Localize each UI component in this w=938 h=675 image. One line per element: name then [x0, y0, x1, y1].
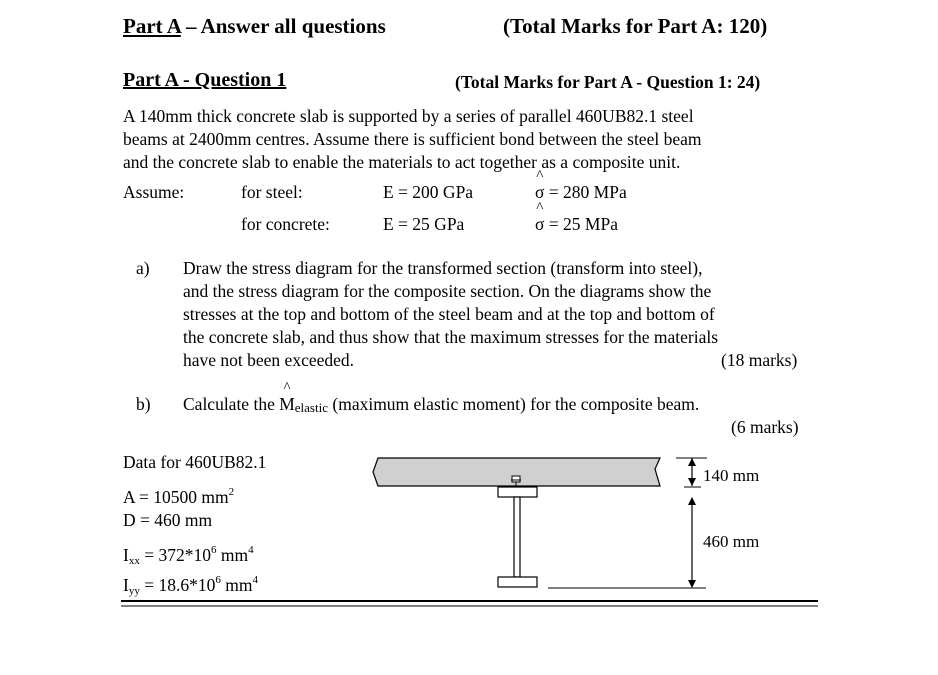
ixx-exponent: 6	[210, 544, 217, 556]
beam-web	[514, 497, 520, 577]
part-a-marks: (18 marks)	[721, 350, 798, 370]
iyy-subscript: yy	[128, 585, 140, 597]
m-hat-symbol: ^ M	[279, 393, 295, 416]
concrete-label: for concrete:	[241, 214, 330, 234]
part-b-text-post: (maximum elastic moment) for the composite beam.	[328, 394, 700, 414]
iyy-unit: mm	[220, 575, 253, 595]
beam-dim-arrow-up	[688, 497, 696, 505]
part-a-line: Draw the stress diagram for the transformed section (transform into steel),	[183, 258, 703, 278]
steel-modulus: E = 200 GPa	[383, 182, 474, 202]
steel-stress-value: = 280 MPa	[544, 182, 627, 202]
part-a-label: a)	[136, 258, 150, 278]
ixx-value: = 372*10	[139, 545, 211, 565]
iyy-value: = 18.6*10	[139, 575, 216, 595]
slab-dim-arrow-down	[688, 478, 696, 486]
iyy-unit-exponent: 4	[252, 574, 258, 586]
beam-dimension-label: 460 mm	[703, 532, 760, 551]
part-a-line: and the stress diagram for the composite section. On the diagrams show the	[183, 281, 712, 301]
intro-line: and the concrete slab to enable the materials to act together as a composite unit.	[123, 152, 681, 172]
iyy-exponent: 6	[215, 574, 221, 586]
part-b-marks: (6 marks)	[731, 417, 799, 437]
ixx-subscript: xx	[128, 555, 140, 567]
beam-top-flange	[498, 487, 537, 497]
ixx-unit: mm	[216, 545, 249, 565]
beam-bottom-flange	[498, 577, 537, 587]
intro-line: beams at 2400mm centres. Assume there is sufficient bond between the steel beam	[123, 129, 702, 149]
intro-line: A 140mm thick concrete slab is supported by a series of parallel 460UB82.1 steel	[123, 106, 694, 126]
part-subtitle: – Answer all questions	[180, 14, 386, 38]
part-a-line: the concrete slab, and thus show that the maximum stresses for the materials	[183, 327, 719, 347]
part-a-line: stresses at the top and bottom of the steel beam and at the top and bottom of	[183, 304, 715, 324]
assume-label: Assume:	[123, 182, 185, 202]
ixx-symbol: I	[123, 545, 129, 565]
sigma-hat-symbol: ^ σ	[535, 181, 544, 204]
area-value: A = 10500 mm	[123, 487, 229, 507]
shear-connector	[512, 476, 520, 482]
part-title: Part A	[123, 14, 181, 38]
question-title: Part A - Question 1	[123, 69, 287, 91]
sigma-hat-symbol: ^ σ	[535, 213, 544, 236]
m-elastic-subscript: elastic	[294, 400, 328, 415]
question-total-marks: (Total Marks for Part A - Question 1: 24)	[455, 72, 761, 92]
part-b-text-pre: Calculate the	[183, 394, 280, 414]
slab-dimension-label: 140 mm	[703, 466, 760, 485]
beam-dim-arrow-down	[688, 580, 696, 588]
part-b-label: b)	[136, 394, 151, 414]
concrete-modulus: E = 25 GPa	[383, 214, 465, 234]
part-a-line: have not been exceeded.	[183, 350, 355, 370]
data-title: Data for 460UB82.1	[123, 452, 267, 472]
iyy-symbol: I	[123, 575, 129, 595]
ixx-unit-exponent: 4	[248, 544, 254, 556]
part-total-marks: (Total Marks for Part A: 120)	[503, 14, 768, 38]
area-exponent: 2	[228, 486, 235, 498]
slab-dim-arrow-up	[688, 458, 696, 466]
data-depth: D = 460 mm	[123, 510, 213, 530]
concrete-stress-value: = 25 MPa	[544, 214, 618, 234]
steel-label: for steel:	[241, 182, 303, 202]
